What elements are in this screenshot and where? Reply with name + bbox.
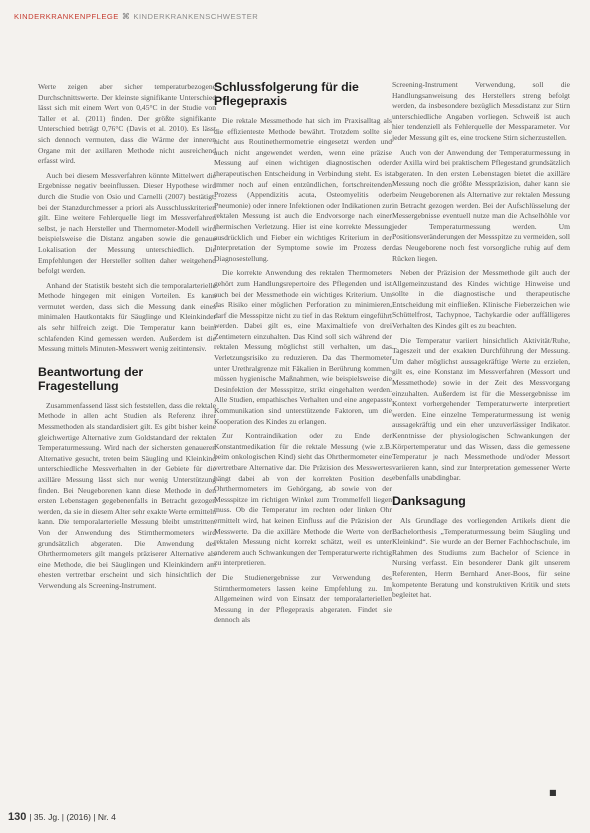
- paragraph: Neben der Präzision der Messmethode gilt auch der Allgemeinzustand des Kindes wichtige Hinweise und sollte in die diagnostische und therapeutische Entscheidung mit einfließen. Klinische Fieberzeichen wie Schüttelfrost, Tachypnoe, Tachykardie oder auffälligeres Verhalten des Kindes gilt es zu beachten.: [392, 268, 570, 331]
- paragraph: Auch von der Anwendung der Temperaturmessung in der Axilla wird bei praktischem Pflegestand grundsätzlich abgeraten. In den ersten Lebenstagen bietet die axilläre Messung noch die größte Messpräzision, daher kann sie beim Neugeborenen als Alternative zur rektalen Messung in Betracht gezogen werden. Bei der Aufschlüsselung der Messergebnisse eventuell nutze man die Achselhöhle vor jeder Temperaturmessung werden. Um Positionsveränderungen der Messspitze zu vermeiden, soll das Neugeborene noch fest vorsorgliche ruhig auf dem Rücken liegen.: [392, 147, 570, 263]
- paragraph: Die rektale Messmethode hat sich im Praxisalltag als die effizienteste Methode bewährt. Trotzdem sollte sie nicht aus Routinethermometrie eingesetzt werden und auch nicht angewendet werden, wenn eine präzise Messung auf einen wichtigen diagnostischen oder therapeutischen Entscheidung in Verbindung steht. Es ist immer noch auf einen entzündlichen, fortschreitenden Prozess (Appendizitis acuta, Osteomyelitis oder Pneumonie) oder innere Infektionen oder Indikationen zur rektalen Messung ist auch die Endvorsorge nach einer thermischen Verletzung. Hier ist eine korrekte Messung ausdrücklich und Fieber ein wichtiges Kriterium in der Interpretation der Symptome sowie im Prozess der Diagnosestellung.: [214, 116, 392, 263]
- end-of-article-icon: ■: [549, 788, 557, 797]
- paragraph: Screening-Instrument Verwendung, soll die Handlungsanweisung des Herstellers streng befolgt werden, da insbesondere bezüglich Messdistanz zur Stirn unterschiedliche Angaben vorliegen. Schweiß ist auch hier tendenziell als Fehlerquelle der Messparameter. Vor jeder Messung gilt es, eine trockene Stirn sicherzustellen.: [392, 80, 570, 142]
- paragraph: Zusammenfassend lässt sich feststellen, dass die rektale Methode in allen acht Studien als Referenz ihrer Messmethoden als standardisiert gilt. Es gibt bisher keine gleichwertige Alternative zum Goldstandard der rektalen Temperaturmessung. Wird nach der sichersten genaueren Alternative gesucht, treten beim Säugling und Kleinkind unterschiedliche Messverhalten in der Gebiete für die axilläre Messung lässt sich nur wenig Unterstützung finden. Bei Neugeborenen kann diese Methode in den ersten Lebenstagen gegebenenfalls in Betracht gezogen werden, da sie in diesem Alter sehr exakte Werte ermitteln kann. Die temporalarterielle Messung bleibt umstritten. Von der Anwendung des Stirnthermometers wird grundsätzlich abgeraten. Die Anwendung des Ohrthermometers gilt mangels präziserer Alternative als eine Methode, die bei Säuglingen und Kleinkindern am ehesten vertretbar erscheint und sich hinsichtlich der Verwendung als Screening-Instrument.: [38, 400, 216, 590]
- paragraph: Die Studienergebnisse zur Verwendung des Stirnthermometers lassen keine Empfehlung zu. Im Allgemeinen wird von Einsatz der temporalarteriellen Messung in der Pflegepraxis abgeraten. Findet sie dennoch als: [214, 572, 392, 625]
- header-section: KINDERKRANKENPFLEGE: [14, 12, 119, 21]
- paragraph: Auch bei diesem Messverfahren könnte Mittelwert die Ergebnisse negativ beeinflussen. Dieser Hypothese wird durch die Studie von Osio und Carnelli (2007) bestätigt, bei der Stanzdurchmesser a priori als Ausschlusskriterien gilt. Eine weitere Fehlerquelle liegt im Messverfahren selbst, je nach Hersteller und Thermometer-Modell wird beispielsweise die Distanz angaben sowie die genaue Lokalisation der Messung unterschiedlich. Die Empfehlungen der Hersteller sollten daher weitgehend befolgt werden.: [38, 170, 216, 276]
- header-subsection: KINDERKRANKENSCHWESTER: [133, 12, 259, 21]
- issue-info: | 35. Jg. | (2016) | Nr. 4: [29, 812, 116, 822]
- paragraph: Zur Kontraindikation oder zu Ende der Konstantmedikation für die rektale Messung (wie z.B. beim onkologischen Kind) sieht das Ohrthermometer eine vertretbare Alternative dar. Die Präzision des Messwertes hängt dabei ab von der korrekten Position des Ohrthermometers im Gehörgang, ab sowie von der Messspitze im richtigen Winkel zum Trommelfell liegen muss. Ob die Temperatur im rechten oder linken Ohr ermittelt wird, hat keinen Einfluss auf die Präzision der Messwerte. Da die axilläre Methode die Werte von der rektalen Messung nicht korrekt schätzt, weil es unter anderem auch Schwankungen der Temperaturwerte richtig zu interpretieren.: [214, 431, 392, 568]
- paragraph: Die Temperatur variiert hinsichtlich Aktivität/Ruhe, Tageszeit und der exakten Durchführung der Messung. Um daher möglichst aussagekräftige Werte zu erzielen, gilt es, eine Konstanz im Messverfahren (Messort und Messmethode) sowie in der Zeit des Messvorgang einzuhalten. Außerdem ist für die Messergebnisse im Kontext vorhergehender Temperaturwerte interpretiert werden. Eine einzelne Temperaturmessung ist wenig aussagekräftig und ein eher unzuverlässiger Indikator. Kenntnisse der physiologischen Schwankungen der Körpertemperatur und das Wissen, dass die gemessene Temperatur je nach Messmethode und/oder Messort variieren kann, sind zur Interpretation gemessener Werte ebenfalls unabdingbar.: [392, 335, 570, 483]
- section-heading: Danksagung: [392, 493, 466, 508]
- section-heading: Schlussfolgerung für die Pflegepraxis: [214, 80, 359, 108]
- paragraph: Die korrekte Anwendung des rektalen Thermometers gehört zum Handlungsrepertoire des Pflegenden und ist auch bei der Messmethode ein wichtiges Kriterium. Um das Risiko einer möglichen Perforation zu minimieren, darf die Messspitze nicht zu tief in das Rektum eingeführt werden. Dabei gilt es, eine Maximaltiefe von drei Zentimetern einzuhalten. Das Kind soll sich während der rektalen Messung möglichst still verhalten, um das Verletzungsrisiko zu reduzieren. Da das Thermometer unter Urethralgrenze mit Fäkalien in Berührung kommen, müssen hygienische Maßnahmen, wie beispielsweise die Desinfektion der Messspitze, strikt eingehalten werden. Alle Studien, empathisches Verhalten und eine angepasste Kommunikation sind unterstützende Faktoren, um die Kooperation des Kindes zu erlangen.: [214, 268, 392, 426]
- section-heading: Beantwortung der Fragestellung: [38, 364, 144, 393]
- column-3: [392, 80, 570, 605]
- header-logo-icon: ⌘: [121, 12, 131, 21]
- running-header: [14, 12, 576, 21]
- page-number: 130: [8, 811, 27, 823]
- paragraph: Als Grundlage des vorliegenden Artikels dient die Bachelorthesis „Temperaturmessung beim Säugling und Kleinkind“. Sie wurde an der Berner Fachhochschule, im Rahmen des Studiums zum Bachelor of Science in Nursing verfasst. Ein besonderer Dank gilt unserem Referenten, Herrn Bernhard Aner-Boos, für seine kompetente Beratung und konstruktiven Kritik und stets begleitet hat.: [392, 515, 570, 600]
- page-footer: [8, 811, 116, 823]
- paragraph: Werte zeigen aber sicher temperaturbezogene Durchschnittswerte. Der kleinste signifikante Unterschied lässt sich mit einem Wert von 0,45°C in der Studie von Taller et al. (2011) finden. Der größte signifikante Unterschied beträgt 0,76°C (Davis et al. 2010). Es lässt sich dennoch vermuten, dass die Wärme der inneren Organe mit der axillaren Methode nicht ausreichend erfasst wird.: [38, 82, 216, 166]
- paragraph: Anhand der Statistik besteht sich die temporalarterielle Methode hingegen mit einigen Vorteilen. Es kann vermutet werden, dass sich die Messung dank eines minimalen Hautkontakts für Säuglinge und Kleinkinder als sehr hilfreich zeigt. Die Temperatur kann beim schlafenden Kind gemessen werden. Außerdem ist die Messung mittels Minuten-Messwert wenig zeitintensiv.: [38, 280, 216, 354]
- column-2: [214, 80, 392, 630]
- column-1: [38, 82, 216, 596]
